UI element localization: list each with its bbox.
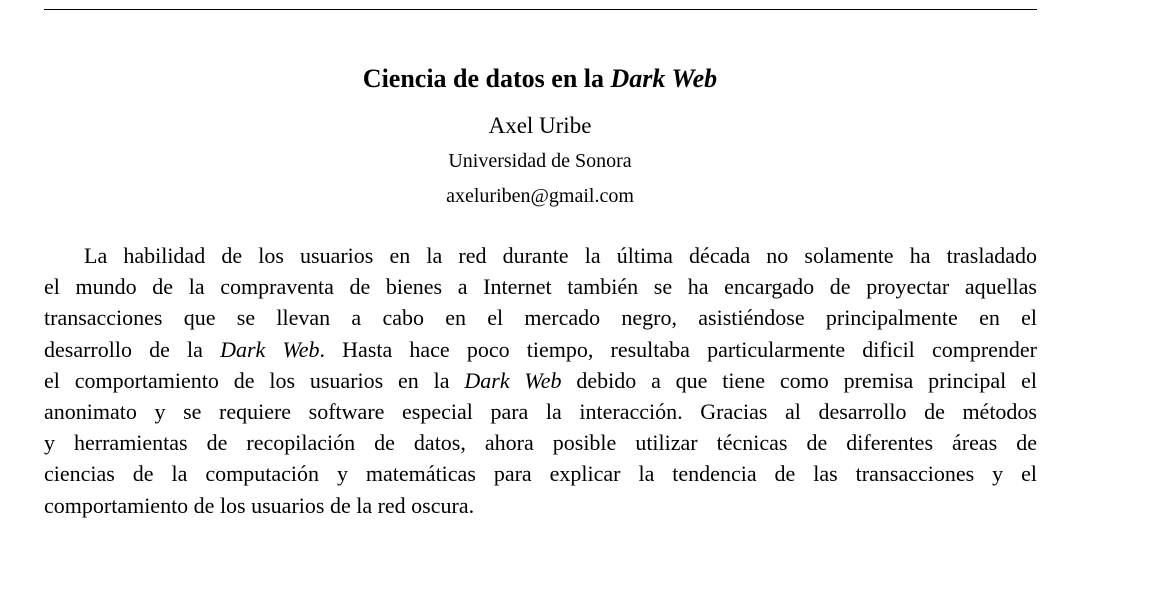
abstract-line: ciencias de la computación y matemáticas para explicar la tendencia de las transacciones y el	[44, 461, 1037, 487]
abstract-text: desarrollo de la	[44, 336, 203, 362]
abstract-line: transacciones que se llevan a cabo en el mercado negro, asistiéndose principalmente en el	[44, 305, 1037, 331]
abstract-line	[44, 334, 1037, 365]
abstract-line	[44, 365, 1037, 396]
abstract-paragraph	[44, 240, 1037, 521]
abstract-emphasis: Dark Web	[464, 367, 562, 393]
abstract-emphasis: Dark Web	[220, 336, 320, 362]
abstract-line: el mundo de la compraventa de bienes a Internet también se ha encargado de proyectar aquellas	[44, 274, 1037, 300]
abstract-text: . Hasta hace poco tiempo, resultaba particularmente dificil comprender	[319, 336, 1037, 362]
abstract-line: anonimato y se requiere software especial para la interacción. Gracias al desarrollo de métodos	[44, 398, 1037, 424]
title-emphasis: Dark Web	[610, 64, 718, 93]
title-prefix: Ciencia de datos en la	[362, 64, 605, 93]
paper-title	[0, 63, 1080, 95]
author-affiliation: Universidad de Sonora	[448, 150, 632, 172]
abstract-text: el comportamiento de los usuarios en la	[44, 367, 450, 393]
abstract-text: debido a que tiene como premisa principal el	[576, 367, 1037, 393]
abstract-line: La habilidad de los usuarios en la red durante la última década no solamente ha trasladado	[84, 243, 1037, 268]
header-rule	[44, 9, 1037, 10]
abstract-line: y herramientas de recopilación de datos, ahora posible utilizar técnicas de diferentes áreas de	[44, 430, 1037, 456]
author-email: axeluriben@gmail.com	[446, 185, 634, 207]
author-name: Axel Uribe	[488, 113, 592, 138]
abstract-line: comportamiento de los usuarios de la red oscura.	[44, 492, 475, 518]
